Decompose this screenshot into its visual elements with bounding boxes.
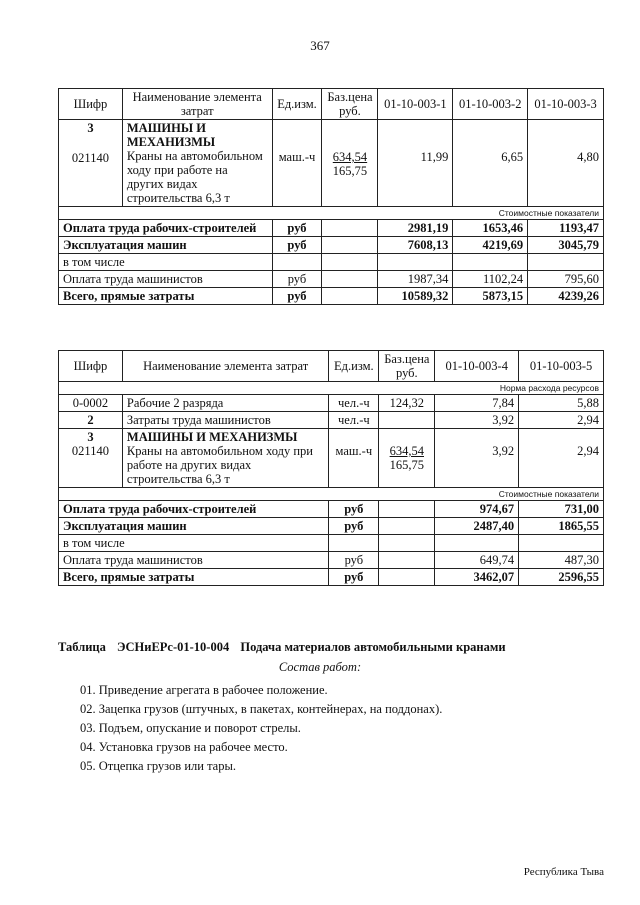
cost-empty [379,535,435,552]
header-col-4: 01-10-003-4 [435,351,519,382]
table-caption [58,640,604,655]
works-list [80,681,442,776]
resource-table-1 [58,88,604,305]
cost-value: 4219,69 [453,237,528,254]
table-header-row [59,89,604,120]
cost-name: Оплата труда машинистов [59,552,329,569]
cost-value [453,254,528,271]
resource-table-2 [58,350,604,586]
cost-empty [322,288,378,305]
cost-value: 974,67 [435,501,519,518]
machine-value-5: 2,94 [519,429,604,488]
header-price: Баз.цена руб. [322,89,378,120]
cost-empty [379,569,435,586]
group-code: 3 [87,121,94,135]
row-value: 7,84 [435,395,519,412]
cost-value: 1102,24 [453,271,528,288]
table-row [59,552,604,569]
cost-value: 2596,55 [519,569,604,586]
cost-value: 487,30 [519,552,604,569]
cost-unit: руб [272,220,322,237]
machine-code-cell [59,429,123,488]
list-item: 04. Установка грузов на рабочее место. [80,740,288,754]
cost-unit [272,254,322,271]
table-row [59,254,604,271]
cost-unit: руб [272,288,322,305]
caption-code: ЭСНиЕРс-01-10-004 [117,640,230,654]
cost-value [519,535,604,552]
cost-value: 3045,79 [528,237,604,254]
row-price: 124,32 [379,395,435,412]
group-title: МАШИНЫ И МЕХАНИЗМЫ [126,121,216,149]
table-row [59,501,604,518]
section-label-row [59,488,604,501]
machine-code-cell [59,120,123,207]
cost-value: 2981,19 [378,220,453,237]
row-unit: чел.-ч [329,395,379,412]
header-col-1: 01-10-003-1 [378,89,453,120]
cost-empty [322,271,378,288]
machine-price-underlined: 634,54 [389,444,424,458]
machine-price: 165,75 [332,164,368,178]
header-price: Баз.цена руб. [379,351,435,382]
cost-empty [379,552,435,569]
header-name: Наименование элемента затрат [122,89,272,120]
cost-name: Эксплуатация машин [59,518,329,535]
cost-empty [379,518,435,535]
machine-row [59,429,604,488]
table-row [59,518,604,535]
table-row [59,271,604,288]
table-row [59,237,604,254]
row-value: 3,92 [435,412,519,429]
caption-title: Подача материалов автомобильными кранами [240,640,506,654]
machine-name-cell [122,429,328,488]
cost-name: в том числе [59,535,329,552]
row-unit: чел.-ч [329,412,379,429]
header-code: Шифр [59,89,123,120]
cost-name: Всего, прямые затраты [59,288,273,305]
caption-label: Таблица [58,640,106,654]
table-row [59,288,604,305]
page-number: 367 [310,38,330,53]
list-item: 01. Приведение агрегата в рабочее положение. [80,683,328,697]
machine-value-2: 6,65 [453,120,528,207]
machine-value-3: 4,80 [528,120,604,207]
row-name: Рабочие 2 разряда [122,395,328,412]
cost-name: Оплата труда машинистов [59,271,273,288]
norm-label: Норма расхода ресурсов [59,382,604,395]
machine-name: Краны на автомобильном ходу при работе на других видах строительства 6,3 т [126,444,313,486]
row-price [379,412,435,429]
machine-code: 021140 [71,444,109,458]
section-label: Стоимостные показатели [59,207,604,220]
cost-value: 1193,47 [528,220,604,237]
cost-value: 7608,13 [378,237,453,254]
row-value: 5,88 [519,395,604,412]
machine-value-4: 3,92 [435,429,519,488]
cost-value [378,254,453,271]
cost-unit [329,535,379,552]
cost-empty [379,501,435,518]
cost-value: 10589,32 [378,288,453,305]
cost-unit: руб [329,569,379,586]
cost-name: Эксплуатация машин [59,237,273,254]
list-item: 03. Подъем, опускание и поворот стрелы. [80,721,301,735]
norm-label-row [59,382,604,395]
cost-unit: руб [329,501,379,518]
table-header-row [59,351,604,382]
cost-unit: руб [329,518,379,535]
machine-price: 165,75 [389,458,424,472]
header-name: Наименование элемента затрат [122,351,328,382]
header-col-2: 01-10-003-2 [453,89,528,120]
table-row [59,412,604,429]
cost-unit: руб [272,271,322,288]
cost-value: 3462,07 [435,569,519,586]
cost-value: 731,00 [519,501,604,518]
table-row [59,535,604,552]
cost-value: 795,60 [528,271,604,288]
cost-name: Оплата труда рабочих-строителей [59,220,273,237]
cost-name: в том числе [59,254,273,271]
section-label-row [59,207,604,220]
cost-empty [322,220,378,237]
cost-value: 4239,26 [528,288,604,305]
row-name: Затраты труда машинистов [122,412,328,429]
row-code: 0-0002 [59,395,123,412]
machine-unit: маш.-ч [329,429,379,488]
cost-value [435,535,519,552]
row-code: 2 [59,412,123,429]
cost-value: 649,74 [435,552,519,569]
machine-price-underlined: 634,54 [332,150,368,164]
cost-empty [322,254,378,271]
cost-unit: руб [272,237,322,254]
cost-value: 1987,34 [378,271,453,288]
cost-value [528,254,604,271]
machine-price-cell [322,120,378,207]
cost-value: 1653,46 [453,220,528,237]
machine-name-cell [122,120,272,207]
header-col-3: 01-10-003-3 [528,89,604,120]
machine-value-1: 11,99 [378,120,453,207]
list-item: 02. Зацепка грузов (штучных, в пакетах, контейнерах, на поддонах). [80,702,443,716]
header-col-5: 01-10-003-5 [519,351,604,382]
section-label: Стоимостные показатели [59,488,604,501]
header-unit: Ед.изм. [329,351,379,382]
machine-unit: маш.-ч [272,120,322,207]
group-code: 3 [87,430,94,444]
machine-code: 021140 [71,151,109,165]
cost-name: Всего, прямые затраты [59,569,329,586]
cost-unit: руб [329,552,379,569]
cost-value: 5873,15 [453,288,528,305]
cost-name: Оплата труда рабочих-строителей [59,501,329,518]
cost-empty [322,237,378,254]
caption-subtitle: Состав работ: [278,660,362,674]
table-row [59,395,604,412]
row-value: 2,94 [519,412,604,429]
cost-value: 2487,40 [435,518,519,535]
table-row [59,569,604,586]
header-code: Шифр [59,351,123,382]
cost-value: 1865,55 [519,518,604,535]
group-title: МАШИНЫ И МЕХАНИЗМЫ [126,430,298,444]
machine-price-cell [379,429,435,488]
machine-row [59,120,604,207]
header-unit: Ед.изм. [272,89,322,120]
table-row [59,220,604,237]
machine-name: Краны на автомобильном ходу при работе на других видах строительства 6,3 т [126,149,263,205]
list-item: 05. Отцепка грузов или тары. [80,759,237,773]
page-footer: Республика Тыва [523,866,604,878]
